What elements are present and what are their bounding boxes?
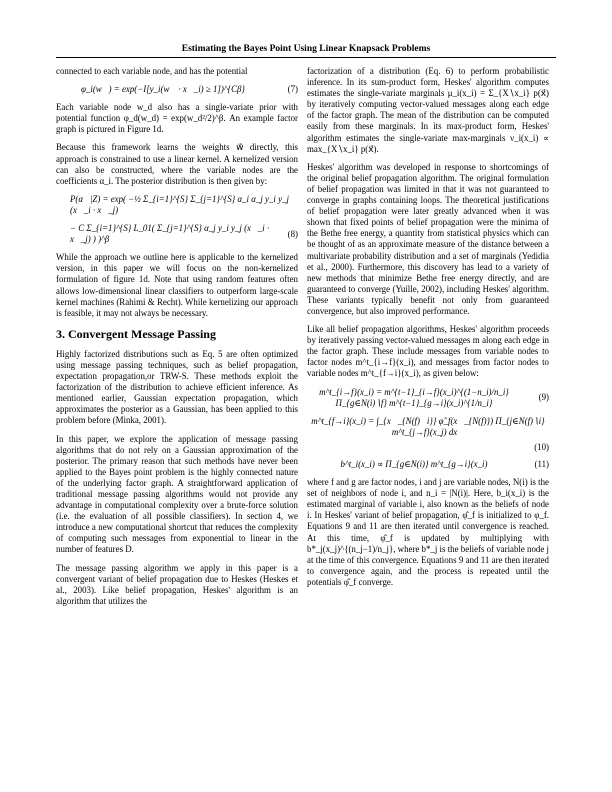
equation-number: (10): [534, 441, 549, 452]
paragraph: Highly factorized distributions such as Eq. 5 are often optimized using message passing techniques, such as belief propagation, expectation propagation,or TRW-S. These methods exploit the factorization of the distribution to achieve efficient inference. As mentioned earlier, Gaussian expectation propagation, which approximates the posterior as a Gaussian, has been applied to this problem before (Minka, 2001).: [56, 348, 298, 426]
equation-body: P(α⃗|Z) = exp( −½ Σ_{i=1}^{S} Σ_{j=1}^{S} α_i α_j y_i y_j (x⃗_i · x⃗_j): [70, 193, 289, 215]
paragraph: factorization of a distribution (Eq. 6) to perform probabilistic inference. In its sum-product form, Heskes' algorithm computes estimates the single-variate marginals μ_i(x_i) = Σ_{X∖x_i} p(x⃗) by iteratively computing vector-valued messages along each edge of the factor graph. The mean of the distribution can be computed easily from these marginals. In its max-product form, Heskes' algorithm estimates the single-variate max-marginals ν_i(x_i) ∝ max_{X∖x_i} p(x⃗).: [307, 66, 549, 154]
equation-body: b^t_i(x_i) ∝ Π_{g∈N(i)} m^t_{g→i}(x_i): [340, 459, 488, 469]
running-title: Estimating the Bayes Point Using Linear Knapsack Problems: [181, 44, 431, 54]
equation-11: [307, 459, 549, 470]
equation-body: m^t_{i→f}(x_i) = m^{t−1}_{i→f}(x_i)^{(1−n_i)/n_i} Π_{g∈N(i)∖f} m^{t−1}_{g→i}(x_i)^{1/n_i}: [319, 386, 509, 408]
paragraph: where f and g are factor nodes, i and j are variable nodes, N(i) is the set of neighbors of node i, and n_i = |N(i)|. Here, b_i(x_i) is the estimated marginal of variable i, also known as the beliefs of node i. In Heskes' variant of belief propagation, φ̂_f is initialized to φ_f. Equations 9 and 11 are then iterated until convergence is reached. At this time, φ̂_f is updated by multiplying with b*_j(x_j)^{(n_j−1)/n_j}, where b*_j is the beliefs of variable node j at the time of this convergence. Equations 9 and 11 are then iterated to convergence again, and the process is repeated until the potentials φ̂_f converge.: [307, 477, 549, 587]
paragraph: Like all belief propagation algorithms, Heskes' algorithm proceeds by iteratively passing vector-valued messages m along each edge in the factor graph. These include messages from variable nodes to factor nodes m^t_{i→f}(x_i), and messages from factor nodes to variable nodes m^t_{f→i}(x_i), as given below:: [307, 324, 549, 379]
equation-number: (7): [287, 84, 298, 95]
equation-7: [56, 84, 298, 95]
equation-body: φ_i(w⃗) = exp(−I[y_i(w⃗ · x⃗_i) ≥ 1])^{Cβ}: [81, 84, 245, 95]
paragraph: Heskes' algorithm was developed in response to shortcomings of the original belief propagation algorithm. The original formulation of belief propagation was limited in that it was not guaranteed to converge in graphs containing loops. The theoretical justifications of belief propagation were later greatly advanced when it was shown that fixed points of belief propagation were the minima of the Bethe free energy, a quantity from statistical physics which can be thought of as an approximate measure of the distance between a multivariate probability distribution and a set of marginals (Yedidia et al., 2000). Furthermore, this discovery has lead to a variety of new methods that minimize Bethe free energy directly, and are guaranteed to converge (Yuille, 2002), including Heskes' algorithm. These variants typically benefit not only from guaranteed convergence, but also improved performance.: [307, 161, 549, 316]
paragraph: While the approach we outline here is applicable to the kernelized version, in this paper we will focus on the non-kernelized formulation of figure 1d. Note that using random features often allows low-dimensional linear classifiers to outperform large-scale kernel machines (Rahimi & Recht). While kernelizing our approach is feasible, it may not always be necessary.: [56, 252, 298, 318]
header-rule: [56, 57, 556, 58]
equation-8-line-1: [56, 194, 298, 216]
equation-9: [307, 387, 549, 409]
equation-number: (9): [538, 392, 549, 403]
paragraph: Because this framework learns the weights w⃗ directly, this approach is constrained to use a linear kernel. A kernelized version can also be constructed, where the variable nodes are the coefficients α_i. The posterior distribution is then given by:: [56, 142, 298, 186]
paragraph: In this paper, we explore the application of message passing algorithms that do not rely on a Gaussian approximation of the posterior. The primary reason that such methods have never been applied to the Bayes point problem is the highly connected nature of the underlying factor graph. A straightforward application of traditional message passing algorithms would not provide any advantage in computational complexity over a brute-force solution (i.e. the evaluation of all possible classifiers). In section 4, we introduce a new computational shortcut that reduces the complexity of computing such messages from exponential to linear in the number of features D.: [56, 433, 298, 555]
paragraph: Each variable node w_d also has a single-variate prior with potential function φ_d(w_d) = exp(w_d²/2)^β. An example factor graph is pictured in Figure 1d.: [56, 102, 298, 135]
equation-body: m^t_{f→i}(x_i) = ∫_{x⃗_{N(f)∖i}} φ̂_f(x⃗_{N(f)}) Π_{j∈N(f)∖i} m^t_{j→f}(x_j) dx⃗: [311, 415, 545, 437]
equation-8-line-2: [56, 223, 298, 245]
equation-number: (8): [287, 228, 298, 239]
equation-body: − C Σ_{i=1}^{S} L_01( Σ_{j=1}^{S} α_j y_i y_j (x⃗_i · x⃗_j) ) )^β: [70, 223, 270, 245]
right-column: [307, 66, 549, 595]
paragraph: The message passing algorithm we apply in this paper is a convergent variant of belief propagation due to Heskes (Heskes et al., 2003). Like belief propagation, Heskes' algorithm is an algorithm that utilizes the: [56, 562, 298, 606]
equation-number: (11): [534, 459, 549, 469]
section-heading: 3. Convergent Message Passing: [56, 326, 216, 341]
equation-10: [307, 416, 549, 438]
paragraph: connected to each variable node, and has the potential: [56, 66, 248, 76]
left-column: [56, 66, 298, 614]
